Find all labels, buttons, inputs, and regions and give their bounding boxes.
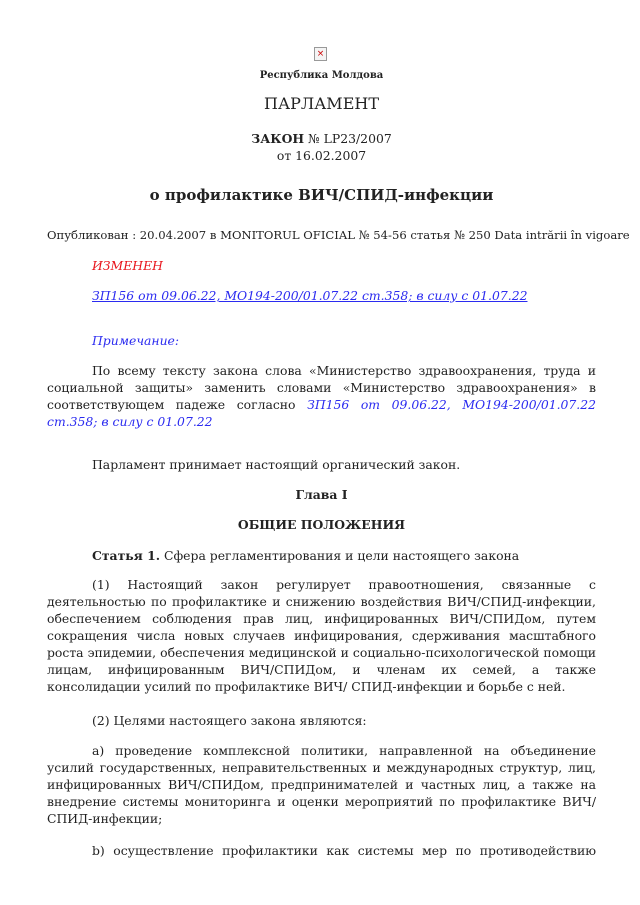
country-name: Республика Молдова <box>259 70 384 81</box>
amendment-link[interactable]: ЗП156 от 09.06.22, МО194-200/01.07.22 ст.358; в силу с 01.07.22 <box>92 288 528 303</box>
law-date: от 16.02.2007 <box>276 148 367 163</box>
note-link[interactable]: ЗП156 от 09.06.22, МО194-200/01.07.22 ст.358; в силу с 01.07.22 <box>47 397 596 429</box>
chapter-number: Глава I <box>295 487 348 502</box>
law-number-value: № LP23/2007 <box>304 131 392 146</box>
parliament-heading: ПАРЛАМЕНТ <box>264 94 379 113</box>
preamble: Парламент принимает настоящий органический закон. <box>92 457 461 472</box>
article-label: Статья 1. <box>92 548 161 563</box>
paragraph-b: b) осуществление профилактики как системы мер по противодействию <box>92 843 596 858</box>
law-title: о профилактике ВИЧ/СПИД-инфекции <box>149 186 494 204</box>
chapter-title: ОБЩИЕ ПОЛОЖЕНИЯ <box>237 517 406 532</box>
law-number <box>47 130 596 147</box>
paragraph-1: (1) Настоящий закон регулирует правоотношения, связанные с деятельностью по профилактике и снижению воздействия ВИЧ/СПИД-инфекции, обеспечением соблюдения прав лиц, инфицированных ВИЧ/СПИДом, путем сокращения числа новых случаев инфицирования, сдерживания масштабного роста эпидемии, обеспечения медицинской и социально-психологической помощи лицам, инфицированным ВИЧ/СПИДом, и членам их семей, а также консолидации усилий по профилактике ВИЧ/ СПИД-инфекции и борьбе с ней. <box>47 577 596 694</box>
note-text: По всему тексту закона слова «Министерство здравоохранения, труда и социальной защиты» заменить словами «Министерство здравоохранения» в соответствующем падеже согласно <box>47 363 596 412</box>
paragraph-2: (2) Целями настоящего закона являются: <box>92 713 367 728</box>
note-label: Примечание: <box>92 333 180 348</box>
publication-info: Опубликован : 20.04.2007 в MONITORUL OFICIAL № 54-56 статья № 250 Data intrării în vigoare <box>47 228 630 242</box>
article-heading <box>47 547 596 564</box>
law-label: ЗАКОН <box>251 131 305 146</box>
broken-image-icon: × <box>314 47 327 61</box>
note-paragraph <box>47 362 596 430</box>
paragraph-a: a) проведение комплексной политики, направленной на объединение усилий государственных, неправительственных и международных структур, лиц, инфицированных ВИЧ/СПИДом, предпринимателей и частных лиц, а также на внедрение системы мониторинга и оценки мероприятий по профилактике ВИЧ/СПИД-инфекции; <box>47 743 596 826</box>
amended-label: ИЗМЕНЕН <box>92 258 163 273</box>
article-title: Сфера регламентирования и цели настоящего закона <box>160 548 520 563</box>
